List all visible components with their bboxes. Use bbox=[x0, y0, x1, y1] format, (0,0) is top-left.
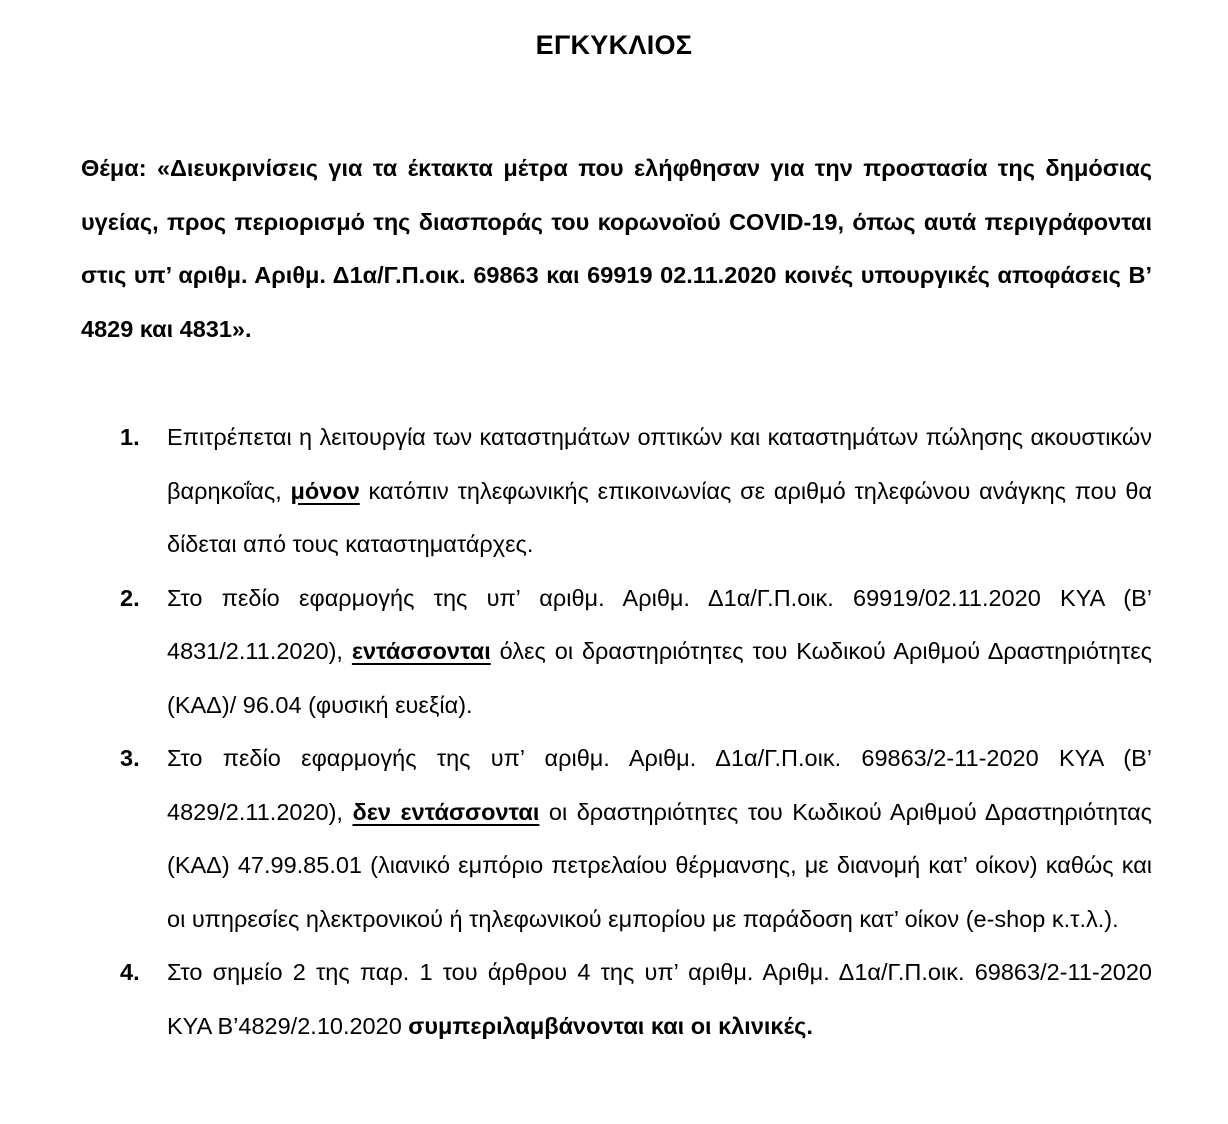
list-item-number: 1. bbox=[120, 424, 140, 450]
list-item bbox=[120, 411, 1152, 572]
list-item-text: όλες οι δραστηριότητες του Κωδικού Αριθμού Δραστηριότητες (ΚΑΔ)/ 96.04 (φυσική ευεξία). bbox=[167, 638, 1152, 718]
emphasis-text: εντάσσονται bbox=[351, 638, 491, 664]
document-title: ΕΓΚΥΚΛΙΟΣ bbox=[535, 30, 693, 60]
list-item-text: Στο πεδίο εφαρμογής της υπ’ αριθμ. Αριθμ. Δ1α/Γ.Π.οικ. 69863/2-11-2020 ΚΥΑ (Β’ 4829/2.11.2020), bbox=[167, 745, 1152, 825]
list-item-text: κατόπιν τηλεφωνικής επικοινωνίας σε αριθμό τηλεφώνου ανάγκης που θα δίδεται από τους καταστηματάρχες. bbox=[167, 477, 1152, 557]
list-item bbox=[120, 732, 1152, 946]
list-item-number: 2. bbox=[120, 584, 140, 611]
numbered-list bbox=[120, 411, 1152, 1053]
list-item-text: Στο σημείο 2 της παρ. 1 του άρθρου 4 της υπ’ αριθμ. Αριθμ. Δ1α/Γ.Π.οικ. 69863/2-11-2020 ΚΥΑ Β’4829/2.10.2020 bbox=[167, 959, 1152, 1039]
emphasis-text: μόνον bbox=[290, 477, 360, 504]
list-item-text: Στο πεδίο εφαρμογής της υπ’ αριθμ. Αριθμ. Δ1α/Γ.Π.οικ. 69919/02.11.2020 ΚΥΑ (Β’ 4831/2.11.2020), bbox=[167, 584, 1152, 664]
list-item bbox=[120, 946, 1152, 1053]
list-item-text: οι δραστηριότητες του Κωδικού Αριθμού Δραστηριότητας (ΚΑΔ) 47.99.85.01 (λιανικό εμπόριο πετρελαίου θέρμανσης, με διανομή κατ’ οίκον) καθώς και οι υπηρεσίες ηλεκτρονικού ή τηλεφωνικού εμπορίου με παράδοση κατ’ οίκον (e-shop κ.τ.λ.). bbox=[167, 798, 1152, 932]
list-item-number: 3. bbox=[120, 745, 140, 771]
list-item bbox=[120, 572, 1152, 733]
emphasis-text: συμπεριλαμβάνονται και οι κλινικές. bbox=[408, 1012, 813, 1039]
list-item-number: 4. bbox=[120, 959, 140, 985]
subject-paragraph: Θέμα: «Διευκρινίσεις για τα έκτακτα μέτρα που ελήφθησαν για την προστασία της δημόσιας υγείας, προς περιορισμό της διασποράς του κορωνοϊού COVID-19, όπως αυτά περιγράφονται στις υπ’ αριθμ. Αριθμ. Δ1α/Γ.Π.οικ. 69863 και 69919 02.11.2020 κοινές υπουργικές αποφάσεις Β’ 4829 και 4831». bbox=[81, 155, 1152, 342]
list-item-text: Επιτρέπεται η λειτουργία των καταστημάτων οπτικών και καταστημάτων πώλησης ακουστικών βαρηκοΐας, bbox=[167, 424, 1152, 504]
emphasis-text: δεν εντάσσονται bbox=[352, 798, 540, 825]
